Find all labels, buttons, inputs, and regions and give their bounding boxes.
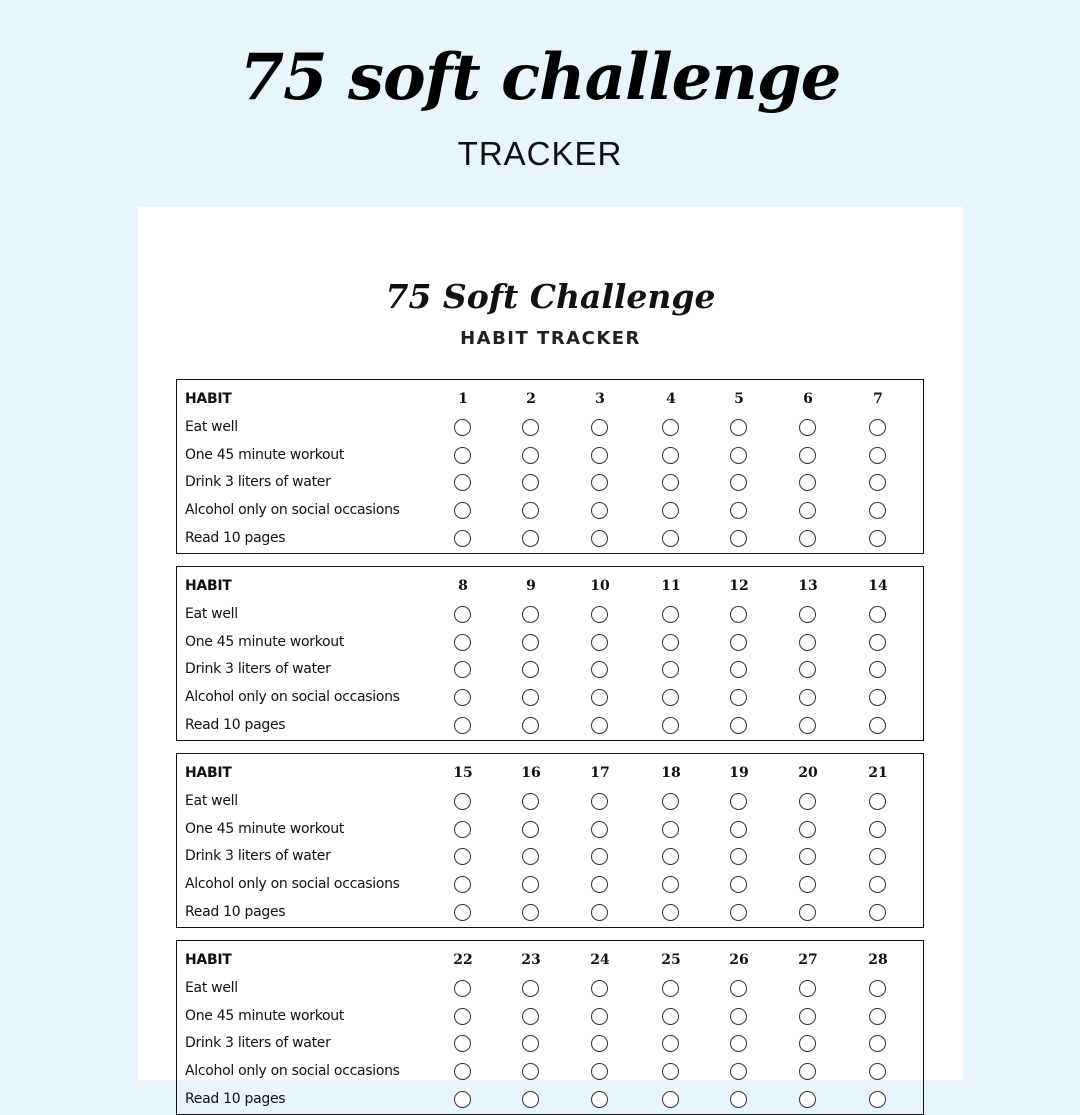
day-number: 8 <box>458 578 468 594</box>
habit-checkbox[interactable] <box>591 848 608 865</box>
habit-checkbox[interactable] <box>869 980 886 997</box>
habit-row <box>177 815 923 843</box>
habit-checkbox[interactable] <box>522 634 539 651</box>
habit-label: Alcohol only on social occasions <box>185 502 400 519</box>
habit-checkbox[interactable] <box>591 474 608 491</box>
habit-header-label: HABIT <box>185 391 232 407</box>
habit-checkbox[interactable] <box>730 419 747 436</box>
week-header-row <box>177 572 923 600</box>
habit-checkbox[interactable] <box>454 1063 471 1080</box>
habit-checkbox[interactable] <box>591 1063 608 1080</box>
habit-row <box>177 898 923 926</box>
day-number: 14 <box>868 578 888 594</box>
habit-label: Drink 3 liters of water <box>185 848 331 865</box>
habit-checkbox[interactable] <box>522 1008 539 1025</box>
habit-checkbox[interactable] <box>869 530 886 547</box>
day-number: 2 <box>526 391 536 407</box>
day-number: 18 <box>661 765 681 781</box>
habit-row <box>177 441 923 469</box>
habit-checkbox[interactable] <box>799 419 816 436</box>
day-number: 6 <box>803 391 813 407</box>
habit-checkbox[interactable] <box>730 1091 747 1108</box>
habit-row <box>177 655 923 683</box>
habit-row <box>177 1002 923 1030</box>
habit-checkbox[interactable] <box>522 1091 539 1108</box>
habit-checkbox[interactable] <box>662 848 679 865</box>
habit-checkbox[interactable] <box>454 606 471 623</box>
habit-checkbox[interactable] <box>662 717 679 734</box>
habit-checkbox[interactable] <box>869 419 886 436</box>
day-number: 13 <box>798 578 818 594</box>
habit-checkbox[interactable] <box>730 1035 747 1052</box>
habit-checkbox[interactable] <box>522 474 539 491</box>
habit-checkbox[interactable] <box>454 1091 471 1108</box>
day-number: 15 <box>453 765 473 781</box>
habit-checkbox[interactable] <box>799 661 816 678</box>
habit-row <box>177 870 923 898</box>
day-number: 19 <box>729 765 749 781</box>
habit-checkbox[interactable] <box>591 419 608 436</box>
habit-checkbox[interactable] <box>454 848 471 865</box>
habit-row <box>177 974 923 1002</box>
habit-checkbox[interactable] <box>591 904 608 921</box>
habit-checkbox[interactable] <box>591 661 608 678</box>
day-number: 11 <box>661 578 681 594</box>
habit-checkbox[interactable] <box>454 1035 471 1052</box>
week-header-row <box>177 759 923 787</box>
habit-checkbox[interactable] <box>730 980 747 997</box>
habit-checkbox[interactable] <box>522 904 539 921</box>
week-block <box>176 379 924 554</box>
day-number: 23 <box>521 952 541 968</box>
habit-label: One 45 minute workout <box>185 633 345 650</box>
habit-checkbox[interactable] <box>591 1008 608 1025</box>
habit-row <box>177 711 923 739</box>
habit-checkbox[interactable] <box>662 502 679 519</box>
habit-checkbox[interactable] <box>869 661 886 678</box>
habit-checkbox[interactable] <box>591 717 608 734</box>
habit-checkbox[interactable] <box>662 904 679 921</box>
habit-checkbox[interactable] <box>522 980 539 997</box>
habit-checkbox[interactable] <box>522 793 539 810</box>
habit-checkbox[interactable] <box>454 904 471 921</box>
habit-checkbox[interactable] <box>662 474 679 491</box>
habit-checkbox[interactable] <box>591 821 608 838</box>
sheet-title: 75 Soft Challenge <box>385 277 716 316</box>
habit-checkbox[interactable] <box>730 502 747 519</box>
habit-checkbox[interactable] <box>662 447 679 464</box>
habit-checkbox[interactable] <box>662 980 679 997</box>
habit-checkbox[interactable] <box>869 447 886 464</box>
banner-title: 75 soft challenge <box>239 40 841 115</box>
habit-checkbox[interactable] <box>454 447 471 464</box>
habit-checkbox[interactable] <box>799 530 816 547</box>
habit-checkbox[interactable] <box>522 876 539 893</box>
habit-row <box>177 1029 923 1057</box>
habit-checkbox[interactable] <box>799 634 816 651</box>
habit-label: Alcohol only on social occasions <box>185 876 400 893</box>
habit-checkbox[interactable] <box>799 447 816 464</box>
habit-checkbox[interactable] <box>591 447 608 464</box>
habit-checkbox[interactable] <box>454 419 471 436</box>
habit-header-label: HABIT <box>185 952 232 968</box>
habit-row <box>177 683 923 711</box>
habit-checkbox[interactable] <box>799 980 816 997</box>
habit-label: One 45 minute workout <box>185 1007 345 1024</box>
habit-checkbox[interactable] <box>522 821 539 838</box>
habit-checkbox[interactable] <box>454 474 471 491</box>
habit-checkbox[interactable] <box>662 634 679 651</box>
day-number: 26 <box>729 952 749 968</box>
habit-checkbox[interactable] <box>454 689 471 706</box>
day-number: 22 <box>453 952 473 968</box>
habit-label: Drink 3 liters of water <box>185 474 331 491</box>
habit-checkbox[interactable] <box>591 980 608 997</box>
habit-checkbox[interactable] <box>522 1035 539 1052</box>
habit-checkbox[interactable] <box>730 447 747 464</box>
day-number: 27 <box>798 952 818 968</box>
habit-checkbox[interactable] <box>454 661 471 678</box>
habit-row <box>177 628 923 656</box>
habit-header-label: HABIT <box>185 765 232 781</box>
habit-row <box>177 496 923 524</box>
habit-checkbox[interactable] <box>869 848 886 865</box>
habit-checkbox[interactable] <box>799 1035 816 1052</box>
habit-row <box>177 524 923 552</box>
day-number: 7 <box>873 391 883 407</box>
habit-checkbox[interactable] <box>799 1008 816 1025</box>
habit-checkbox[interactable] <box>662 793 679 810</box>
habit-label: Eat well <box>185 418 238 435</box>
habit-checkbox[interactable] <box>522 689 539 706</box>
habit-checkbox[interactable] <box>662 1091 679 1108</box>
habit-checkbox[interactable] <box>522 502 539 519</box>
habit-checkbox[interactable] <box>662 876 679 893</box>
habit-checkbox[interactable] <box>799 474 816 491</box>
habit-checkbox[interactable] <box>799 1091 816 1108</box>
habit-checkbox[interactable] <box>730 634 747 651</box>
week-block <box>176 940 924 1115</box>
habit-checkbox[interactable] <box>799 717 816 734</box>
habit-checkbox[interactable] <box>522 717 539 734</box>
habit-checkbox[interactable] <box>869 876 886 893</box>
habit-checkbox[interactable] <box>591 530 608 547</box>
habit-checkbox[interactable] <box>591 1035 608 1052</box>
habit-checkbox[interactable] <box>799 689 816 706</box>
habit-checkbox[interactable] <box>591 1091 608 1108</box>
habit-label: Read 10 pages <box>185 717 286 733</box>
habit-checkbox[interactable] <box>522 661 539 678</box>
habit-checkbox[interactable] <box>454 634 471 651</box>
habit-label: One 45 minute workout <box>185 820 345 837</box>
habit-checkbox[interactable] <box>730 530 747 547</box>
habit-label: Read 10 pages <box>185 904 286 920</box>
day-number: 16 <box>521 765 541 781</box>
habit-checkbox[interactable] <box>869 821 886 838</box>
day-number: 10 <box>590 578 610 594</box>
day-number: 12 <box>729 578 749 594</box>
habit-checkbox[interactable] <box>869 502 886 519</box>
habit-checkbox[interactable] <box>730 474 747 491</box>
habit-row <box>177 468 923 496</box>
habit-checkbox[interactable] <box>454 821 471 838</box>
habit-checkbox[interactable] <box>730 904 747 921</box>
day-number: 24 <box>590 952 610 968</box>
habit-row <box>177 413 923 441</box>
habit-checkbox[interactable] <box>799 502 816 519</box>
habit-checkbox[interactable] <box>591 634 608 651</box>
habit-checkbox[interactable] <box>454 530 471 547</box>
habit-checkbox[interactable] <box>662 530 679 547</box>
day-number: 9 <box>526 578 536 594</box>
day-number: 17 <box>590 765 610 781</box>
habit-checkbox[interactable] <box>799 848 816 865</box>
habit-checkbox[interactable] <box>869 904 886 921</box>
habit-checkbox[interactable] <box>730 606 747 623</box>
habit-checkbox[interactable] <box>522 1063 539 1080</box>
habit-checkbox[interactable] <box>454 980 471 997</box>
habit-checkbox[interactable] <box>591 606 608 623</box>
habit-checkbox[interactable] <box>454 502 471 519</box>
habit-checkbox[interactable] <box>730 717 747 734</box>
habit-checkbox[interactable] <box>454 717 471 734</box>
habit-checkbox[interactable] <box>869 1091 886 1108</box>
habit-label: One 45 minute workout <box>185 446 345 463</box>
habit-checkbox[interactable] <box>662 1063 679 1080</box>
habit-checkbox[interactable] <box>730 821 747 838</box>
banner-subtitle: TRACKER <box>457 135 623 172</box>
day-number: 3 <box>595 391 605 407</box>
week-block <box>176 566 924 741</box>
habit-checkbox[interactable] <box>522 447 539 464</box>
habit-label: Eat well <box>185 605 238 622</box>
day-number: 28 <box>868 952 888 968</box>
habit-checkbox[interactable] <box>662 1035 679 1052</box>
habit-label: Read 10 pages <box>185 530 286 546</box>
habit-checkbox[interactable] <box>662 661 679 678</box>
habit-checkbox[interactable] <box>730 1008 747 1025</box>
tracker-sheet <box>138 207 963 1107</box>
habit-checkbox[interactable] <box>799 1063 816 1080</box>
habit-checkbox[interactable] <box>730 793 747 810</box>
habit-checkbox[interactable] <box>662 606 679 623</box>
habit-row <box>177 600 923 628</box>
habit-checkbox[interactable] <box>522 606 539 623</box>
habit-checkbox[interactable] <box>591 502 608 519</box>
habit-label: Eat well <box>185 792 238 809</box>
habit-checkbox[interactable] <box>522 419 539 436</box>
day-number: 5 <box>734 391 744 407</box>
habit-row <box>177 842 923 870</box>
habit-checkbox[interactable] <box>869 474 886 491</box>
week-block <box>176 753 924 928</box>
habit-checkbox[interactable] <box>454 1008 471 1025</box>
habit-checkbox[interactable] <box>799 904 816 921</box>
habit-checkbox[interactable] <box>869 634 886 651</box>
habit-checkbox[interactable] <box>522 530 539 547</box>
week-header-row <box>177 946 923 974</box>
habit-checkbox[interactable] <box>591 793 608 810</box>
week-header-row <box>177 385 923 413</box>
day-number: 20 <box>798 765 818 781</box>
habit-checkbox[interactable] <box>869 1063 886 1080</box>
habit-checkbox[interactable] <box>869 793 886 810</box>
habit-header-label: HABIT <box>185 578 232 594</box>
habit-checkbox[interactable] <box>869 606 886 623</box>
day-number: 4 <box>666 391 676 407</box>
habit-checkbox[interactable] <box>662 419 679 436</box>
habit-checkbox[interactable] <box>869 1008 886 1025</box>
habit-label: Eat well <box>185 979 238 996</box>
habit-checkbox[interactable] <box>869 689 886 706</box>
habit-label: Alcohol only on social occasions <box>185 689 400 706</box>
day-number: 1 <box>458 391 468 407</box>
day-number: 21 <box>868 765 888 781</box>
habit-checkbox[interactable] <box>730 1063 747 1080</box>
habit-checkbox[interactable] <box>799 606 816 623</box>
sheet-subtitle: HABIT TRACKER <box>460 328 641 349</box>
habit-checkbox[interactable] <box>799 793 816 810</box>
habit-checkbox[interactable] <box>591 876 608 893</box>
habit-label: Read 10 pages <box>185 1091 286 1107</box>
habit-checkbox[interactable] <box>799 821 816 838</box>
habit-checkbox[interactable] <box>730 661 747 678</box>
day-number: 25 <box>661 952 681 968</box>
habit-checkbox[interactable] <box>662 689 679 706</box>
habit-row <box>177 1057 923 1085</box>
habit-checkbox[interactable] <box>730 848 747 865</box>
habit-checkbox[interactable] <box>799 876 816 893</box>
habit-checkbox[interactable] <box>730 876 747 893</box>
habit-checkbox[interactable] <box>591 689 608 706</box>
habit-checkbox[interactable] <box>454 793 471 810</box>
habit-checkbox[interactable] <box>522 848 539 865</box>
habit-checkbox[interactable] <box>662 821 679 838</box>
habit-checkbox[interactable] <box>869 717 886 734</box>
habit-checkbox[interactable] <box>730 689 747 706</box>
habit-label: Drink 3 liters of water <box>185 1035 331 1052</box>
habit-label: Alcohol only on social occasions <box>185 1063 400 1080</box>
habit-checkbox[interactable] <box>662 1008 679 1025</box>
habit-row <box>177 787 923 815</box>
habit-label: Drink 3 liters of water <box>185 661 331 678</box>
habit-checkbox[interactable] <box>869 1035 886 1052</box>
habit-checkbox[interactable] <box>454 876 471 893</box>
habit-row <box>177 1085 923 1113</box>
